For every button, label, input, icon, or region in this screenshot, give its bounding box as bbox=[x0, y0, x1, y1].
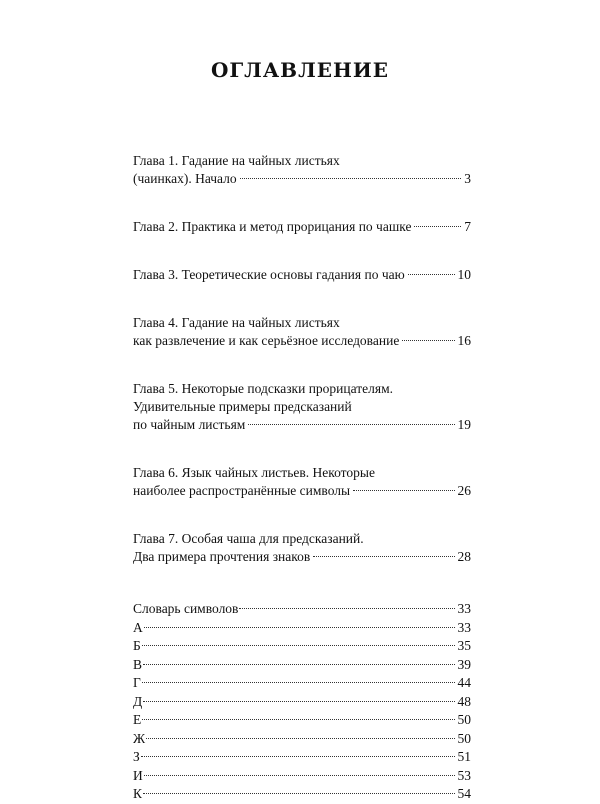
toc-entry-chapter-7[interactable] bbox=[133, 530, 471, 566]
dot-leader bbox=[143, 664, 454, 665]
toc-entry-letter[interactable] bbox=[133, 674, 471, 693]
chapter-title-line: Глава 4. Гадание на чайных листьях bbox=[133, 315, 340, 330]
letter-label: Б bbox=[133, 638, 141, 653]
toc-entry-chapter-4[interactable] bbox=[133, 314, 471, 350]
page-number: 39 bbox=[457, 656, 471, 672]
dot-leader bbox=[239, 608, 454, 609]
chapter-title-line: Глава 5. Некоторые подсказки прорицателям. bbox=[133, 381, 394, 396]
chapter-title-line: (чаинках). Начало bbox=[133, 171, 237, 186]
dot-leader bbox=[402, 340, 454, 341]
dictionary-label: Словарь символов bbox=[133, 601, 239, 616]
page-number: 50 bbox=[457, 730, 471, 746]
dot-leader bbox=[143, 701, 454, 702]
chapter-title-line: Глава 1. Гадание на чайных листьях bbox=[133, 153, 340, 168]
dot-leader bbox=[248, 424, 454, 425]
page-number: 28 bbox=[457, 549, 471, 564]
page-number: 33 bbox=[457, 601, 471, 616]
letter-label: В bbox=[133, 656, 143, 672]
dot-leader bbox=[240, 178, 462, 179]
page-number: 26 bbox=[457, 483, 471, 498]
page-number: 10 bbox=[457, 267, 471, 282]
page-number: 50 bbox=[457, 712, 471, 727]
letter-label: Г bbox=[133, 675, 141, 690]
dot-leader bbox=[146, 738, 454, 739]
toc-entry-letter[interactable] bbox=[133, 619, 471, 638]
page-number: 33 bbox=[457, 619, 471, 635]
table-of-contents bbox=[133, 152, 471, 804]
toc-entry-letter[interactable] bbox=[133, 785, 471, 804]
page-title: ОГЛАВЛЕНИЕ bbox=[210, 58, 390, 82]
dot-leader bbox=[144, 775, 455, 776]
symbol-dictionary bbox=[133, 600, 471, 804]
chapter-title-line: Глава 2. Практика и метод прорицания по чашке bbox=[133, 219, 412, 234]
toc-entry-letter[interactable] bbox=[133, 693, 471, 712]
toc-entry-letter[interactable] bbox=[133, 656, 471, 675]
dot-leader bbox=[141, 756, 455, 757]
toc-entry-letter[interactable] bbox=[133, 711, 471, 730]
toc-entry-letter[interactable] bbox=[133, 767, 471, 786]
dot-leader bbox=[142, 682, 455, 683]
toc-entry-letter[interactable] bbox=[133, 730, 471, 749]
page-number: 48 bbox=[457, 693, 471, 709]
page-number: 16 bbox=[457, 333, 471, 348]
dot-leader bbox=[313, 556, 454, 557]
dot-leader bbox=[144, 627, 455, 628]
page-number: 54 bbox=[457, 786, 471, 801]
chapter-title-line: по чайным листьям bbox=[133, 417, 246, 432]
dot-leader bbox=[143, 793, 454, 794]
chapter-title-line: Глава 6. Язык чайных листьев. Некоторые bbox=[133, 465, 375, 480]
dot-leader bbox=[142, 719, 454, 720]
letter-label: А bbox=[133, 619, 143, 635]
toc-entry-letter[interactable] bbox=[133, 637, 471, 656]
letter-label: Д bbox=[133, 693, 143, 709]
toc-entry-chapter-1[interactable] bbox=[133, 152, 471, 188]
toc-entry-chapter-2[interactable] bbox=[133, 218, 471, 236]
chapter-title-line: Два примера прочтения знаков bbox=[133, 549, 311, 564]
chapter-title-line: Удивительные примеры предсказаний bbox=[133, 399, 352, 414]
page-number: 44 bbox=[457, 675, 471, 690]
chapter-title-line: Глава 3. Теоретические основы гадания по чаю bbox=[133, 267, 405, 282]
toc-entry-dictionary[interactable] bbox=[133, 600, 471, 619]
toc-entry-chapter-5[interactable] bbox=[133, 380, 471, 434]
chapter-title-line: наиболее распространённые символы bbox=[133, 483, 351, 498]
page-number: 3 bbox=[464, 171, 471, 186]
letter-label: И bbox=[133, 767, 143, 783]
dot-leader bbox=[414, 226, 461, 227]
letter-label: К bbox=[133, 786, 143, 801]
dot-leader bbox=[353, 490, 454, 491]
page-number: 7 bbox=[464, 219, 471, 234]
chapter-title-line: Глава 7. Особая чаша для предсказаний. bbox=[133, 531, 364, 546]
page-number: 51 bbox=[457, 749, 471, 764]
toc-entry-chapter-3[interactable] bbox=[133, 266, 471, 284]
dot-leader bbox=[408, 274, 455, 275]
letter-label: Ж bbox=[133, 730, 146, 746]
page-number: 35 bbox=[457, 638, 471, 653]
toc-entry-chapter-6[interactable] bbox=[133, 464, 471, 500]
dot-leader bbox=[142, 645, 455, 646]
toc-entry-letter[interactable] bbox=[133, 748, 471, 767]
page-number: 53 bbox=[457, 767, 471, 783]
letter-label: З bbox=[133, 749, 140, 764]
chapter-title-line: как развлечение и как серьёзное исследование bbox=[133, 333, 400, 348]
letter-label: Е bbox=[133, 712, 142, 727]
page-number: 19 bbox=[457, 417, 471, 432]
